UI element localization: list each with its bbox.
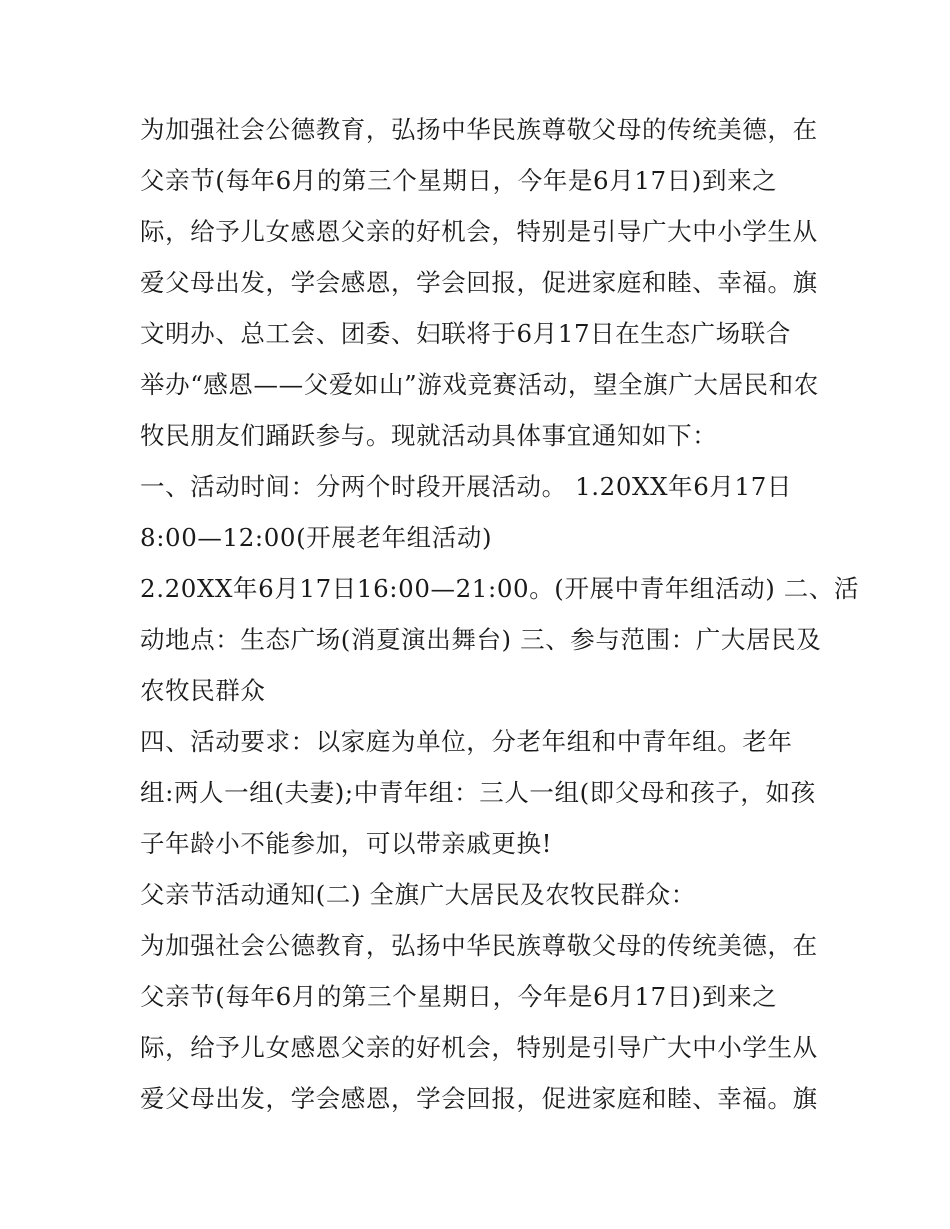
notice-heading: 父亲节活动通知(二) 全旗广大居民及农牧民群众： [140, 880, 696, 909]
text-line: 父亲节(每年6月的第三个星期日，今年是6月17日)到来之 [140, 982, 778, 1011]
text-line: 子年龄小不能参加，可以带亲戚更换! [140, 829, 553, 858]
text-line: 际，给予儿女感恩父亲的好机会，特别是引导广大中小学生从 [140, 1033, 818, 1062]
document-body [140, 104, 860, 1124]
text-line: 文明办、总工会、团委、妇联将于6月17日在生态广场联合 [140, 319, 791, 348]
text-line: 农牧民群众 [140, 676, 266, 705]
text-line: 际，给予儿女感恩父亲的好机会，特别是引导广大中小学生从 [140, 217, 818, 246]
section-heading-time: 一、活动时间：分两个时段开展活动。 1.20XX年6月17日 [140, 472, 792, 501]
text-line: 为加强社会公德教育，弘扬中华民族尊敬父母的传统美德，在 [140, 115, 818, 144]
text-line: 爱父母出发，学会感恩，学会回报，促进家庭和睦、幸福。旗 [140, 268, 818, 297]
text-line: 8:00—12:00(开展老年组活动) [140, 523, 493, 552]
text-line: 举办“感恩——父爱如山”游戏竞赛活动，望全旗广大居民和农 [140, 370, 819, 399]
text-line: 父亲节(每年6月的第三个星期日，今年是6月17日)到来之 [140, 166, 778, 195]
text-line: 动地点：生态广场(消夏演出舞台) 三、参与范围：广大居民及 [140, 625, 822, 654]
section-heading-requirements: 四、活动要求：以家庭为单位，分老年组和中青年组。老年 [140, 727, 793, 756]
text-line: 牧民朋友们踊跃参与。现就活动具体事宜通知如下： [140, 421, 718, 450]
text-line: 组:两人一组(夫妻);中青年组：三人一组(即父母和孩子，如孩 [140, 778, 816, 807]
text-line: 爱父母出发，学会感恩，学会回报，促进家庭和睦、幸福。旗 [140, 1084, 818, 1113]
text-line: 为加强社会公德教育，弘扬中华民族尊敬父母的传统美德，在 [140, 931, 818, 960]
text-line: 2.20XX年6月17日16:00—21:00。(开展中青年组活动) 二、活 [140, 574, 860, 603]
